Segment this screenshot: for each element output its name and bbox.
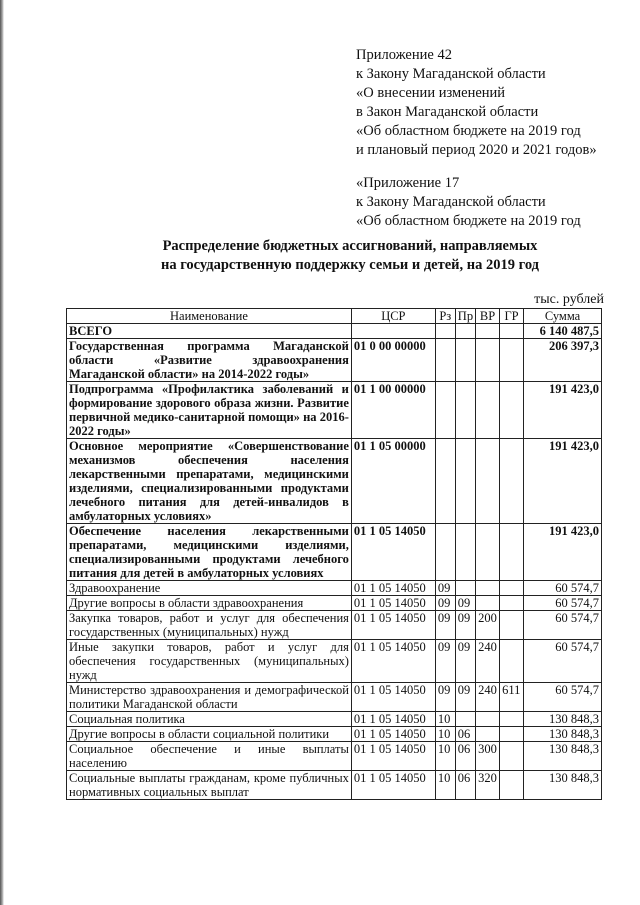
cell-code: 01 1 05 00000 [351,439,435,524]
cell-rz: 09 [435,640,455,683]
cell-rz [435,439,455,524]
appendix-line: «О внесении изменений [356,85,506,101]
cell-pr: 09 [455,640,475,683]
header-sum: Сумма [524,309,602,324]
cell-vr: 300 [476,742,500,771]
cell-sum: 6 140 487,5 [524,324,602,339]
cell-name: Обеспечение населения лекарственными препаратами, медицинскими изделиями, специализированными продуктами лечебного питания для детей в амбулаторных условиях [67,524,352,581]
cell-code: 01 1 05 14050 [351,581,435,596]
cell-sum: 60 574,7 [524,683,602,712]
cell-pr: 06 [455,727,475,742]
cell-gr [500,596,524,611]
cell-sum: 191 423,0 [524,382,602,439]
table-row [67,382,602,439]
table-row [67,727,602,742]
cell-sum: 206 397,3 [524,339,602,382]
table-row [67,712,602,727]
table-row [67,771,602,800]
cell-pr [455,712,475,727]
header-vr: ВР [476,309,500,324]
header-name: Наименование [67,309,352,324]
units-label: тыс. рублей [534,292,604,307]
cell-pr: 09 [455,596,475,611]
cell-code: 01 1 00 00000 [351,382,435,439]
document-title [90,237,610,275]
cell-pr [455,324,475,339]
budget-table [66,308,602,800]
title-line-1: Распределение бюджетных ассигнований, направляемых [162,238,538,254]
table-row [67,339,602,382]
cell-code: 01 1 05 14050 [351,683,435,712]
appendix-lines [356,46,626,160]
table-body [67,324,602,800]
table-row [67,581,602,596]
cell-pr [455,439,475,524]
table-row [67,742,602,771]
cell-name: Иные закупки товаров, работ и услуг для обеспечения государственных (муниципальных) нужд [67,640,352,683]
cell-gr [500,712,524,727]
cell-code: 01 1 05 14050 [351,742,435,771]
cell-sum: 130 848,3 [524,771,602,800]
cell-rz [435,339,455,382]
cell-rz [435,324,455,339]
header-rz: Рз [435,309,455,324]
cell-vr: 240 [476,683,500,712]
cell-name: Социальные выплаты гражданам, кроме публичных нормативных социальных выплат [67,771,352,800]
cell-gr: 611 [500,683,524,712]
cell-code: 01 1 05 14050 [351,524,435,581]
cell-name: Другие вопросы в области социальной политики [67,727,352,742]
cell-pr: 09 [455,683,475,712]
table-row [67,596,602,611]
table-row [67,324,602,339]
cell-rz: 09 [435,581,455,596]
cell-pr: 09 [455,611,475,640]
cell-sum: 130 848,3 [524,742,602,771]
table-row [67,640,602,683]
cell-vr [476,727,500,742]
table-header-row [67,309,602,324]
cell-vr: 320 [476,771,500,800]
header-gr: ГР [500,309,524,324]
cell-gr [500,771,524,800]
cell-code [351,324,435,339]
cell-name: Другие вопросы в области здравоохранения [67,596,352,611]
cell-vr [476,324,500,339]
cell-rz [435,382,455,439]
cell-rz: 10 [435,712,455,727]
appendix-line: «Об областном бюджете на 2019 год [356,213,581,229]
table-row [67,524,602,581]
cell-code: 01 0 00 00000 [351,339,435,382]
cell-pr [455,524,475,581]
cell-vr [476,382,500,439]
appendix-line: в Закон Магаданской области [356,104,539,120]
header-csr: ЦСР [351,309,435,324]
cell-rz: 09 [435,683,455,712]
title-line-2: на государственную поддержку семьи и детей, на 2019 год [160,257,540,273]
cell-sum: 130 848,3 [524,727,602,742]
cell-gr [500,382,524,439]
cell-sum: 191 423,0 [524,439,602,524]
table-row [67,611,602,640]
appendix-line: к Закону Магаданской области [356,66,546,82]
cell-name: Государственная программа Магаданской области «Развитие здравоохранения Магаданской области» на 2014-2022 годы» [67,339,352,382]
cell-gr [500,727,524,742]
cell-rz: 09 [435,611,455,640]
cell-rz: 10 [435,742,455,771]
cell-sum: 130 848,3 [524,712,602,727]
scan-page-edge [0,0,4,905]
cell-vr [476,712,500,727]
appendix-line: «Об областном бюджете на 2019 год [356,123,581,139]
cell-code: 01 1 05 14050 [351,640,435,683]
cell-pr [455,382,475,439]
appendix-line: «Приложение 17 [356,175,460,191]
cell-gr [500,439,524,524]
cell-vr: 200 [476,611,500,640]
table-row [67,439,602,524]
cell-sum: 60 574,7 [524,640,602,683]
cell-vr [476,339,500,382]
cell-rz: 10 [435,771,455,800]
cell-vr [476,596,500,611]
cell-name: Закупка товаров, работ и услуг для обеспечения государственных (муниципальных) нужд [67,611,352,640]
cell-rz [435,524,455,581]
cell-code: 01 1 05 14050 [351,771,435,800]
cell-sum: 60 574,7 [524,611,602,640]
cell-code: 01 1 05 14050 [351,727,435,742]
cell-rz: 10 [435,727,455,742]
cell-rz: 09 [435,596,455,611]
cell-name: Основное мероприятие «Совершенствование механизмов обеспечения населения лекарственными препаратами, медицинскими изделиями, специализированными продуктами лечебного питания для детей-инвалидов в амбулаторных условиях» [67,439,352,524]
appendix-lines-2 [356,174,626,231]
cell-sum: 60 574,7 [524,596,602,611]
cell-name: Социальное обеспечение и иные выплаты населению [67,742,352,771]
appendix-header [356,46,626,231]
cell-gr [500,742,524,771]
cell-pr [455,339,475,382]
cell-name: Подпрограмма «Профилактика заболеваний и формирование здорового образа жизни. Развитие первичной медико-санитарной помощи» на 2016-2022 годы» [67,382,352,439]
cell-gr [500,581,524,596]
cell-vr [476,524,500,581]
cell-vr [476,581,500,596]
cell-gr [500,640,524,683]
cell-code: 01 1 05 14050 [351,712,435,727]
cell-gr [500,611,524,640]
cell-vr: 240 [476,640,500,683]
appendix-line: и плановый период 2020 и 2021 годов» [356,142,597,158]
table-row [67,683,602,712]
cell-pr: 06 [455,742,475,771]
cell-vr [476,439,500,524]
cell-name: ВСЕГО [67,324,352,339]
cell-gr [500,524,524,581]
cell-name: Министерство здравоохранения и демографической политики Магаданской области [67,683,352,712]
cell-gr [500,339,524,382]
cell-name: Социальная политика [67,712,352,727]
header-pr: Пр [455,309,475,324]
cell-pr [455,581,475,596]
cell-pr: 06 [455,771,475,800]
cell-code: 01 1 05 14050 [351,611,435,640]
cell-name: Здравоохранение [67,581,352,596]
cell-gr [500,324,524,339]
appendix-line: к Закону Магаданской области [356,194,546,210]
appendix-line: Приложение 42 [356,47,452,63]
cell-sum: 60 574,7 [524,581,602,596]
cell-sum: 191 423,0 [524,524,602,581]
cell-code: 01 1 05 14050 [351,596,435,611]
